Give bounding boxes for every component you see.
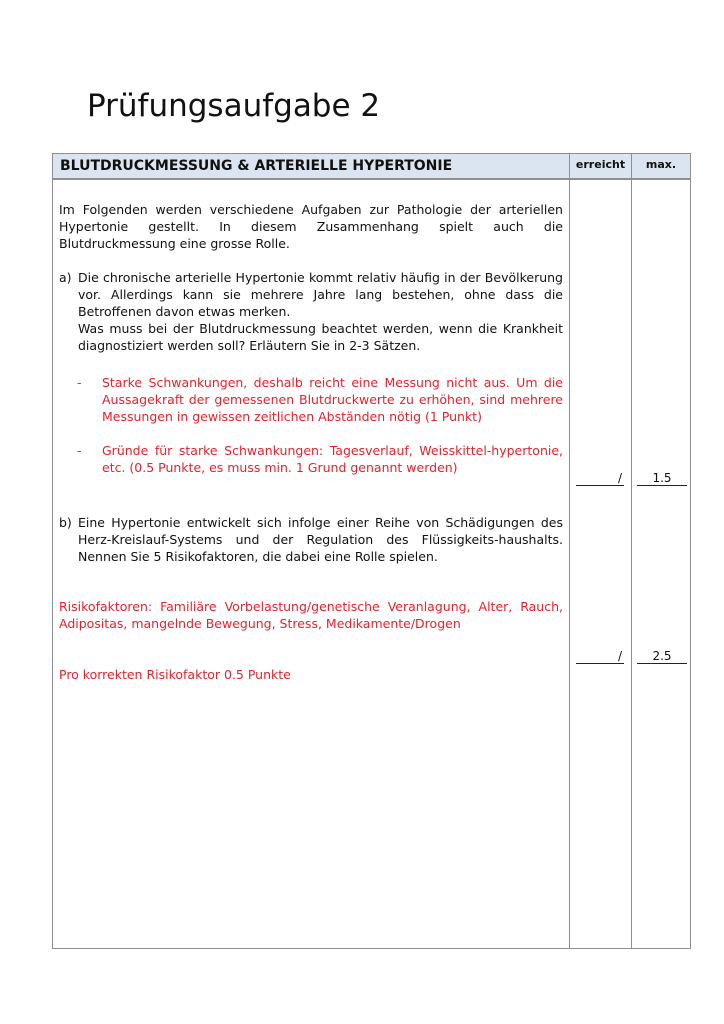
question-a-text: Die chronische arterielle Hypertonie kommt relativ häufig in der Bevölkerung vor. Allerdings kann sie mehrere Jahre lang bestehen, ohne dass die Betroffenen davon etwas merken. [78,270,563,319]
question-b-text: Eine Hypertonie entwickelt sich infolge einer Reihe von Schädigungen des Herz-Kreislauf-Systems und der Regulation des Flüssigkeits-haushalts. Nennen Sie 5 Risikofaktoren, die dabei eine Rolle spielen. [78,515,563,564]
exam-table [52,153,691,949]
score-reached-b[interactable]: / [576,649,624,664]
question-b-label: b) [59,515,72,530]
answer-a-text: Starke Schwankungen, deshalb reicht eine Messung nicht aus. Um die Aussagekraft der gemessenen Blutdruckwerte zu erhöhen, sind mehrere Messungen in gewissen zeitlichen Abständen nötig (1 Punkt) [102,375,563,424]
question-a-prompt: Was muss bei der Blutdruckmessung beachtet werden, wenn die Krankheit diagnostiziert werden soll? Erläutern Sie in 2-3 Sätzen. [78,321,563,353]
answer-b-note: Pro korrekten Risikofaktor 0.5 Punkte [59,667,291,682]
column-divider [569,154,570,948]
answer-b-text: Risikofaktoren: Familiäre Vorbelastung/genetische Veranlagung, Alter, Rauch, Adipositas, mangelnde Bewegung, Stress, Medikamente/Drogen [59,599,563,631]
column-divider [631,154,632,948]
bullet-dash: - [77,375,82,390]
answer-a-text: Gründe für starke Schwankungen: Tagesverlauf, Weisskittel-hypertonie, etc. (0.5 Punkte, es muss min. 1 Grund genannt werden) [102,443,563,475]
bullet-dash: - [77,443,82,458]
score-reached-a[interactable]: / [576,471,624,486]
section-title: BLUTDRUCKMESSUNG & ARTERIELLE HYPERTONIE [60,158,453,174]
column-header-max: max. [645,158,677,171]
question-a-label: a) [59,270,72,285]
column-header-reached: erreicht [575,158,626,171]
page-title: Prüfungsaufgabe 2 [87,88,381,124]
score-max-b: 2.5 [637,649,687,664]
score-max-a: 1.5 [637,471,687,486]
intro-text: Im Folgenden werden verschiedene Aufgaben zur Pathologie der arteriellen Hypertonie gestellt. In diesem Zusammenhang spielt auch die Blutdruckmessung eine grosse Rolle. [59,202,563,251]
